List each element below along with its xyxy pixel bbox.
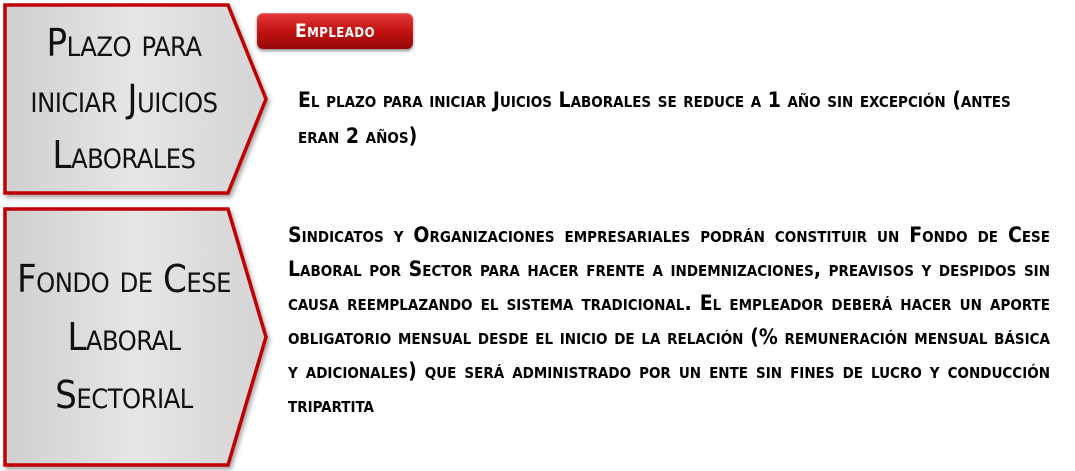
topic-title-line: Fondo de Cese xyxy=(16,257,232,301)
topic-title xyxy=(10,206,238,468)
topic-chevron-fondo xyxy=(2,206,270,468)
topic-chevron-plazo xyxy=(2,2,270,196)
topic-title-line: iniciar Juicios xyxy=(30,77,218,121)
topic-title-line: Plazo para xyxy=(46,21,202,65)
topic-title-line: Sectorial xyxy=(55,373,193,417)
empleado-badge: Empleado xyxy=(257,13,413,49)
topic-title-line: Laborales xyxy=(52,133,196,177)
topic-title-line: Laboral xyxy=(67,315,181,359)
topic-title xyxy=(10,2,238,196)
topic-description-plazo: El plazo para iniciar Juicios Laborales se reduce a 1 año sin excepción (antes eran 2 años) xyxy=(298,88,1011,148)
topic-description-fondo: Sindicatos y Organizaciones empresariales podrán constituir un Fondo de Cese Laboral por Sector para hacer frente a indemnizaciones, preavisos y despidos sin causa reemplazando el sistema tradicional. El empleador deberá hacer un aporte obligatorio mensual desde el inicio de la relación (% remuneración mensual básica y adicionales) que será administrado por un ente sin fines de lucro y conducción tripartita xyxy=(288,223,1050,417)
